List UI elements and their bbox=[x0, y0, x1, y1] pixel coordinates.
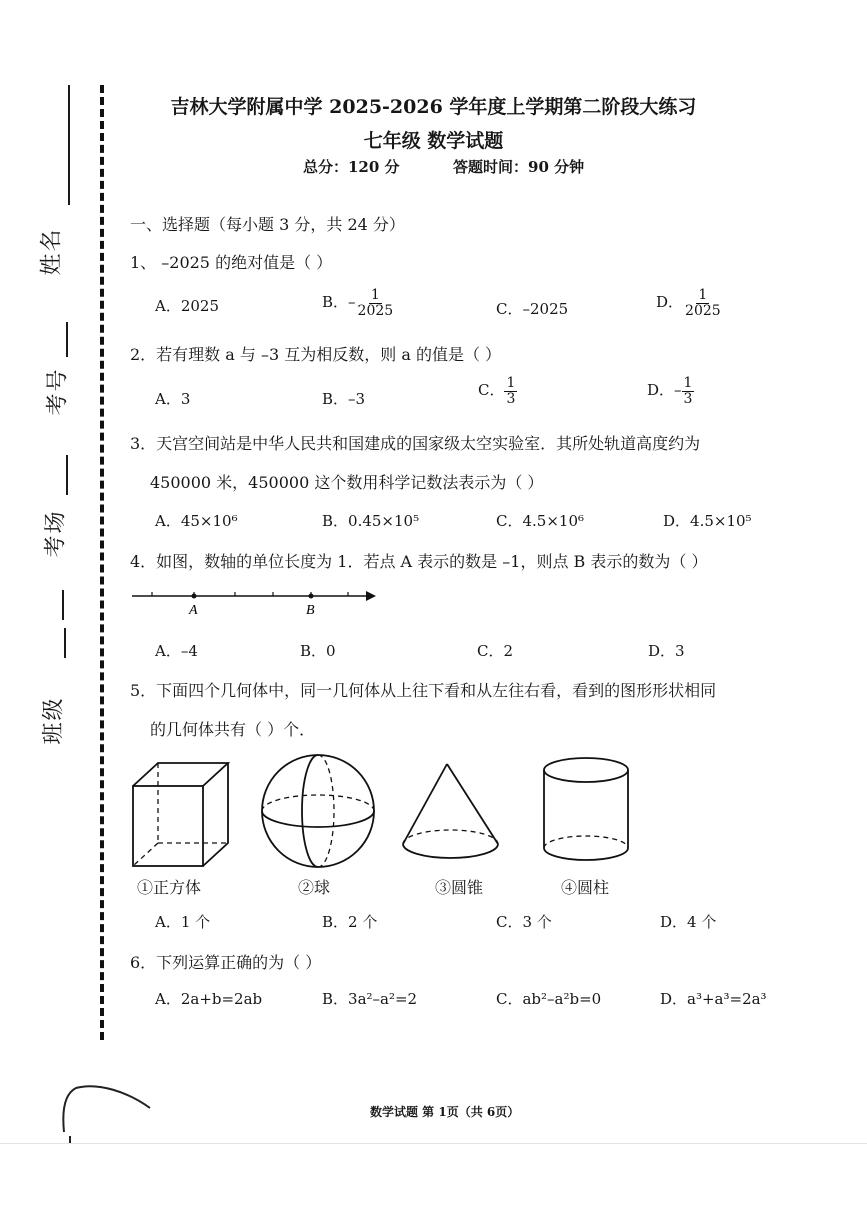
question-6-option-a: A．2a+b=2ab bbox=[155, 990, 263, 1008]
shape-label-cone: ③圆锥 bbox=[435, 878, 484, 897]
question-6-stem: 6．下列运算正确的为（ ） bbox=[130, 953, 322, 972]
page-divider bbox=[0, 1143, 867, 1144]
class-underline-1 bbox=[62, 590, 64, 620]
question-3-stem-line-1: 3．天宫空间站是中华人民共和国建成的国家级太空实验室．其所处轨道高度约为 bbox=[130, 434, 701, 453]
question-2-option-d-prefix: D．– bbox=[647, 381, 682, 400]
denominator: 3 bbox=[506, 390, 516, 407]
fraction bbox=[504, 376, 517, 406]
question-5-option-b: B．2 个 bbox=[322, 913, 378, 931]
exam-subtitle: 七年级 数学试题 bbox=[363, 130, 504, 152]
point-b-dot bbox=[309, 594, 314, 599]
question-3-option-d: D．4.5×10⁵ bbox=[663, 512, 752, 530]
section-heading: 一、选择题（每小题 3 分，共 24 分） bbox=[130, 215, 405, 234]
question-6-option-d: D．a³+a³=2a³ bbox=[660, 990, 767, 1008]
question-2-option-d bbox=[647, 376, 694, 406]
solids-figure bbox=[125, 756, 645, 876]
question-5-option-d: D．4 个 bbox=[660, 913, 717, 931]
question-2-option-c bbox=[478, 376, 517, 406]
number-line-arrow bbox=[366, 591, 376, 601]
exam-room-underline bbox=[66, 455, 68, 495]
class-underline-2 bbox=[64, 628, 66, 658]
side-label-class: 班级 bbox=[41, 696, 67, 745]
side-label-exam-no: 考号 bbox=[45, 367, 71, 416]
numerator: 1 bbox=[506, 375, 516, 391]
numerator: 1 bbox=[683, 375, 693, 391]
question-5-option-a: A．1 个 bbox=[155, 913, 211, 931]
point-a-label: A bbox=[189, 603, 198, 618]
question-3-option-b: B．0.45×10⁵ bbox=[322, 512, 420, 530]
answer-time: 答题时间：90 分钟 bbox=[453, 158, 585, 176]
numerator: 1 bbox=[698, 287, 708, 303]
numerator: 1 bbox=[370, 287, 380, 303]
sphere-drawing bbox=[262, 755, 374, 867]
exam-title: 吉林大学附属中学 2025-2026 学年度上学期第二阶段大练习 bbox=[170, 96, 697, 118]
side-label-exam-room: 考场 bbox=[43, 509, 69, 558]
cone-drawing bbox=[403, 764, 498, 858]
shape-label-cylinder: ④圆柱 bbox=[561, 878, 610, 897]
shape-label-cube: ①正方体 bbox=[137, 878, 202, 897]
question-4-option-d: D．3 bbox=[648, 642, 685, 660]
fraction bbox=[356, 288, 396, 318]
question-3-stem-line-2: 450000 米，450000 这个数用科学记数法表示为（ ） bbox=[150, 473, 544, 492]
side-label-name: 姓名 bbox=[39, 227, 65, 276]
number-line-figure bbox=[130, 585, 380, 618]
denominator: 2025 bbox=[357, 302, 394, 319]
question-4-stem: 4．如图，数轴的单位长度为 1．若点 A 表示的数是 –1，则点 B 表示的数为（ ） bbox=[130, 552, 708, 571]
denominator: 3 bbox=[683, 390, 693, 407]
question-2-option-c-prefix: C． bbox=[478, 381, 505, 400]
denominator: 2025 bbox=[685, 302, 721, 319]
question-5-stem-line-2: 的几何体共有（ ）个． bbox=[150, 720, 316, 739]
point-a-dot bbox=[192, 594, 197, 599]
question-2-option-a: A．3 bbox=[155, 390, 191, 408]
fraction bbox=[682, 376, 695, 406]
cube-drawing bbox=[133, 763, 228, 866]
question-5-stem-line-1: 5．下面四个几何体中，同一几何体从上往下看和从左往右看，看到的图形形状相同 bbox=[130, 681, 717, 700]
fraction bbox=[683, 288, 723, 318]
exam-no-underline bbox=[66, 322, 68, 357]
shape-label-sphere: ②球 bbox=[298, 878, 331, 897]
page-footer: 数学试题 第 1页（共 6页） bbox=[370, 1105, 520, 1119]
question-1-option-d bbox=[656, 288, 723, 318]
pen-scribble-mark bbox=[58, 1082, 158, 1152]
question-2-option-b: B．–3 bbox=[322, 390, 366, 408]
question-6-option-c: C．ab²–a²b=0 bbox=[496, 990, 602, 1008]
question-2-stem: 2．若有理数 a 与 –3 互为相反数，则 a 的值是（ ） bbox=[130, 345, 502, 364]
total-score: 总分：120 分 bbox=[303, 158, 400, 176]
question-6-option-b: B．3a²–a²=2 bbox=[322, 990, 418, 1008]
question-1-option-a: A．2025 bbox=[155, 297, 220, 315]
cylinder-drawing bbox=[544, 758, 628, 860]
question-4-option-b: B．0 bbox=[300, 642, 336, 660]
question-4-option-c: C．2 bbox=[477, 642, 514, 660]
binding-cut-line bbox=[100, 85, 104, 1040]
question-1-option-b-prefix: B．– bbox=[322, 293, 356, 312]
question-3-option-c: C．4.5×10⁶ bbox=[496, 512, 585, 530]
question-4-option-a: A．–4 bbox=[155, 642, 198, 660]
question-5-option-c: C．3 个 bbox=[496, 913, 552, 931]
question-1-option-d-prefix: D． bbox=[656, 293, 684, 312]
question-1-stem: 1、 –2025 的绝对值是（ ） bbox=[130, 253, 333, 272]
question-1-option-b bbox=[322, 288, 395, 318]
question-3-option-a: A．45×10⁶ bbox=[155, 512, 238, 530]
question-1-option-c: C．–2025 bbox=[496, 300, 569, 318]
point-b-label: B bbox=[306, 603, 315, 618]
